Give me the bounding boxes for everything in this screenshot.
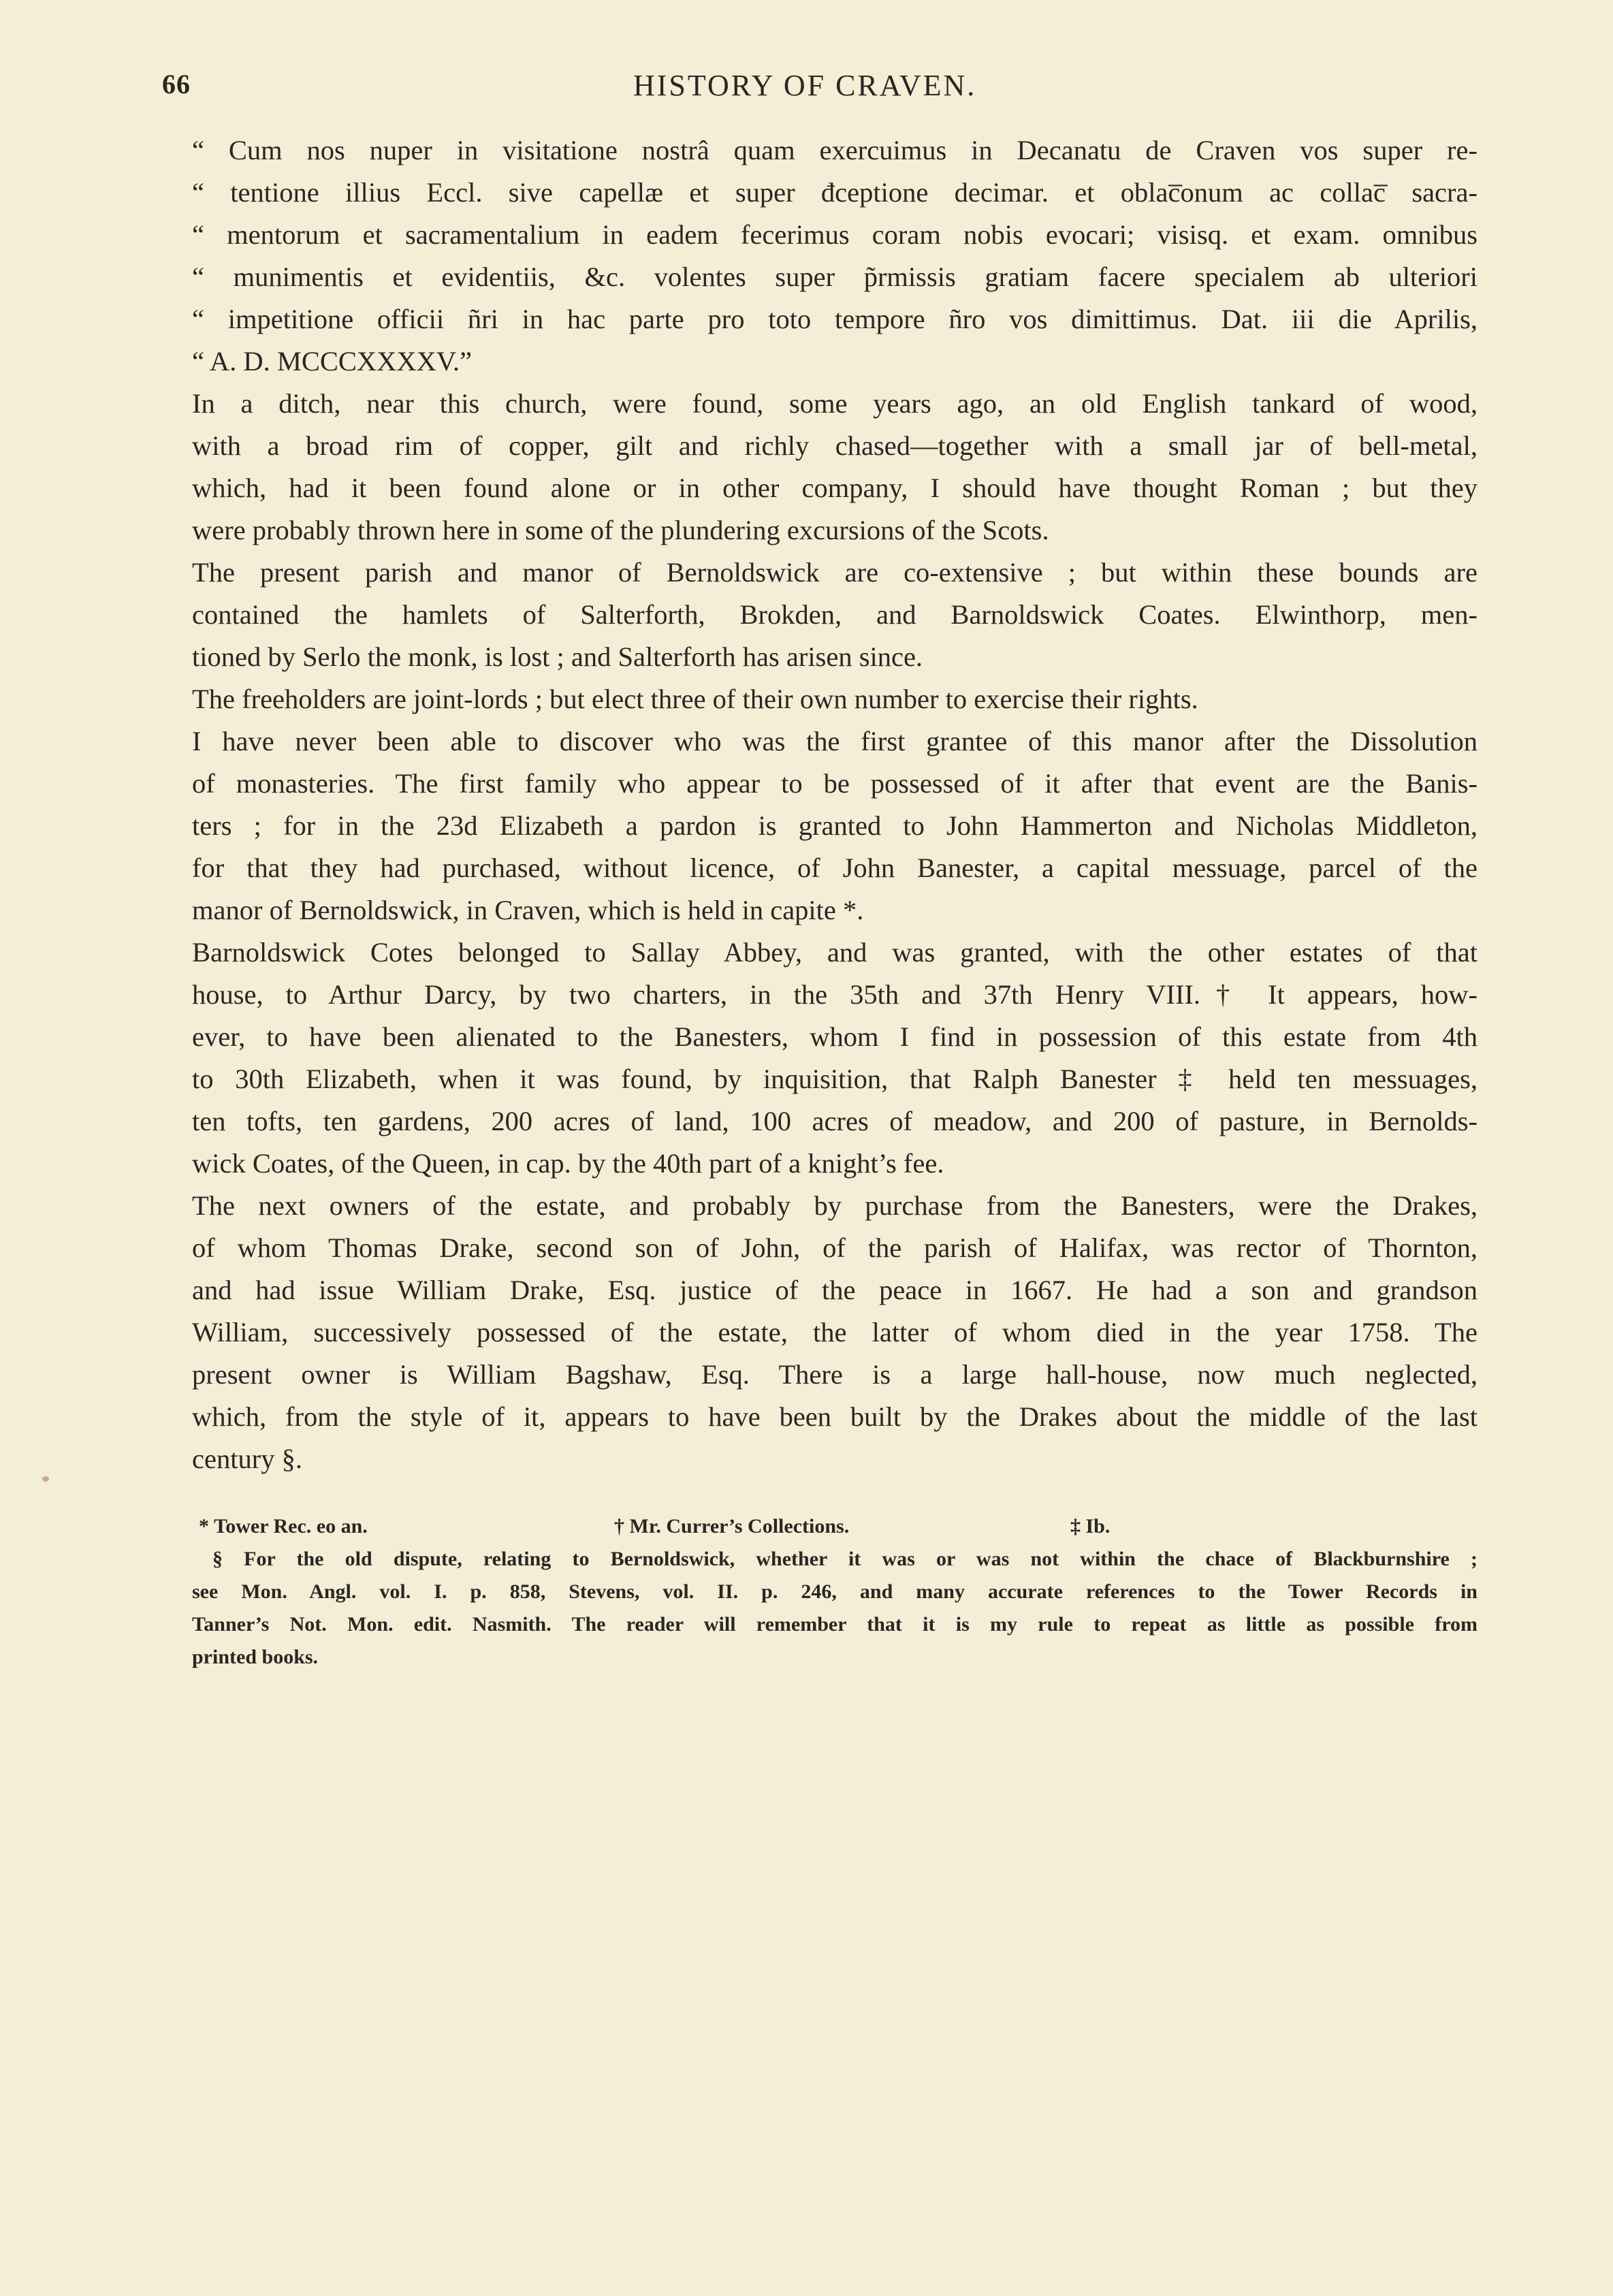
text-line: and had issue William Drake, Esq. justice of the peace in 1667. He had a son and grandson <box>192 1275 1478 1305</box>
ink-blot <box>42 1476 49 1482</box>
footnote-line: Tanner’s Not. Mon. edit. Nasmith. The reader will remember that it is my rule to repeat as little as possible from <box>192 1613 1478 1636</box>
footnote-line: § For the old dispute, relating to Bernoldswick, whether it was or was not within the chace of Blackburnshire ; <box>212 1548 1478 1570</box>
text-line: ters ; for in the 23d Elizabeth a pardon is granted to John Hammerton and Nicholas Middleton, <box>192 810 1478 841</box>
text-line: ten tofts, ten gardens, 200 acres of land, 100 acres of meadow, and 200 of pasture, in Bernolds- <box>192 1106 1478 1136</box>
text-line: of whom Thomas Drake, second son of John, of the parish of Halifax, was rector of Thornton, <box>192 1232 1478 1263</box>
body-text <box>192 129 1478 1480</box>
text-line: The present parish and manor of Bernoldswick are co-extensive ; but within these bounds are <box>192 557 1478 588</box>
text-line: present owner is William Bagshaw, Esq. There is a large hall-house, now much neglected, <box>192 1359 1478 1390</box>
text-line: to 30th Elizabeth, when it was found, by inquisition, that Ralph Banester ‡ held ten messuages, <box>192 1064 1478 1094</box>
paragraph-drakes <box>192 1185 1478 1480</box>
text-line: The next owners of the estate, and probably by purchase from the Banesters, were the Drakes, <box>192 1190 1478 1221</box>
quote-line: “ Cum nos nuper in visitatione nostrâ quam exercuimus in Decanatu de Craven vos super re- <box>192 135 1478 165</box>
footnote-section <box>192 1543 1478 1674</box>
text-line: wick Coates, of the Queen, in cap. by the 40th part of a knight’s fee. <box>192 1148 944 1179</box>
text-line: which, had it been found alone or in other company, I should have thought Roman ; but they <box>192 473 1478 503</box>
quote-line: “ mentorum et sacramentalium in eadem fecerimus coram nobis evocari; visisq. et exam. omnibus <box>192 219 1478 250</box>
text-line: The freeholders are joint-lords ; but elect three of their own number to exercise their rights. <box>192 684 1198 714</box>
paragraph-cotes <box>192 931 1478 1185</box>
quote-line: “ munimentis et evidentiis, &c. volentes super p̃rmissis gratiam facere specialem ab ulteriori <box>192 261 1478 292</box>
running-head: HISTORY OF CRAVEN. <box>633 69 977 102</box>
text-line: century §. <box>192 1444 302 1474</box>
text-line: ever, to have been alienated to the Banesters, whom I find in possession of this estate from 4th <box>192 1021 1478 1052</box>
footnote-double-dagger: ‡ Ib. <box>1070 1515 1111 1537</box>
text-line: In a ditch, near this church, were found, some years ago, an old English tankard of wood, <box>192 388 1478 419</box>
footnote-line: see Mon. Angl. vol. I. p. 858, Stevens, vol. II. p. 246, and many accurate references to the Tower Records in <box>192 1580 1478 1603</box>
text-line: I have never been able to discover who was the first grantee of this manor after the Dissolution <box>192 726 1478 756</box>
footnotes <box>192 1510 1478 1674</box>
text-line: manor of Bernoldswick, in Craven, which is held in capite *. <box>192 895 864 925</box>
quote-line: “ A. D. MCCCXXXXV.” <box>192 346 473 377</box>
paragraph-tankard <box>192 383 1478 552</box>
footnote-line: printed books. <box>192 1646 319 1668</box>
text-line: for that they had purchased, without licence, of John Banester, a capital messuage, parcel of the <box>192 852 1478 883</box>
text-line: which, from the style of it, appears to have been built by the Drakes about the middle of the last <box>192 1401 1478 1432</box>
text-line: tioned by Serlo the monk, is lost ; and Salterforth has arisen since. <box>192 641 923 672</box>
text-line: William, successively possessed of the estate, the latter of whom died in the year 1758. The <box>192 1317 1478 1348</box>
text-line: contained the hamlets of Salterforth, Brokden, and Barnoldswick Coates. Elwinthorp, men- <box>192 599 1478 630</box>
text-line: house, to Arthur Darcy, by two charters, in the 35th and 37th Henry VIII.† It appears, how- <box>192 979 1478 1010</box>
text-line: were probably thrown here in some of the plundering excursions of the Scots. <box>192 515 1049 545</box>
latin-quotation <box>192 129 1478 383</box>
footnote-asterisk: * Tower Rec. eo an. <box>199 1515 368 1537</box>
text-line: of monasteries. The first family who appear to be possessed of it after that event are the Banis- <box>192 768 1478 799</box>
footnote-dagger: † Mr. Currer’s Collections. <box>614 1515 850 1537</box>
footnote-references <box>192 1510 1478 1543</box>
paragraph-freeholders <box>192 678 1478 720</box>
page-header <box>0 68 1613 109</box>
paragraph-parish <box>192 552 1478 678</box>
quote-line: “ tentione illius Eccl. sive capellæ et super đceptione decimar. et oblac̅onum ac collac̅ sacra- <box>192 177 1478 208</box>
text-line: with a broad rim of copper, gilt and richly chased—together with a small jar of bell-metal, <box>192 430 1478 461</box>
quote-line: “ impetitione officii ñri in hac parte pro toto tempore ñro vos dimittimus. Dat. iii die Aprilis, <box>192 304 1478 334</box>
page-number: 66 <box>162 69 191 99</box>
paragraph-grantee <box>192 720 1478 931</box>
text-line: Barnoldswick Cotes belonged to Sallay Abbey, and was granted, with the other estates of that <box>192 937 1478 968</box>
